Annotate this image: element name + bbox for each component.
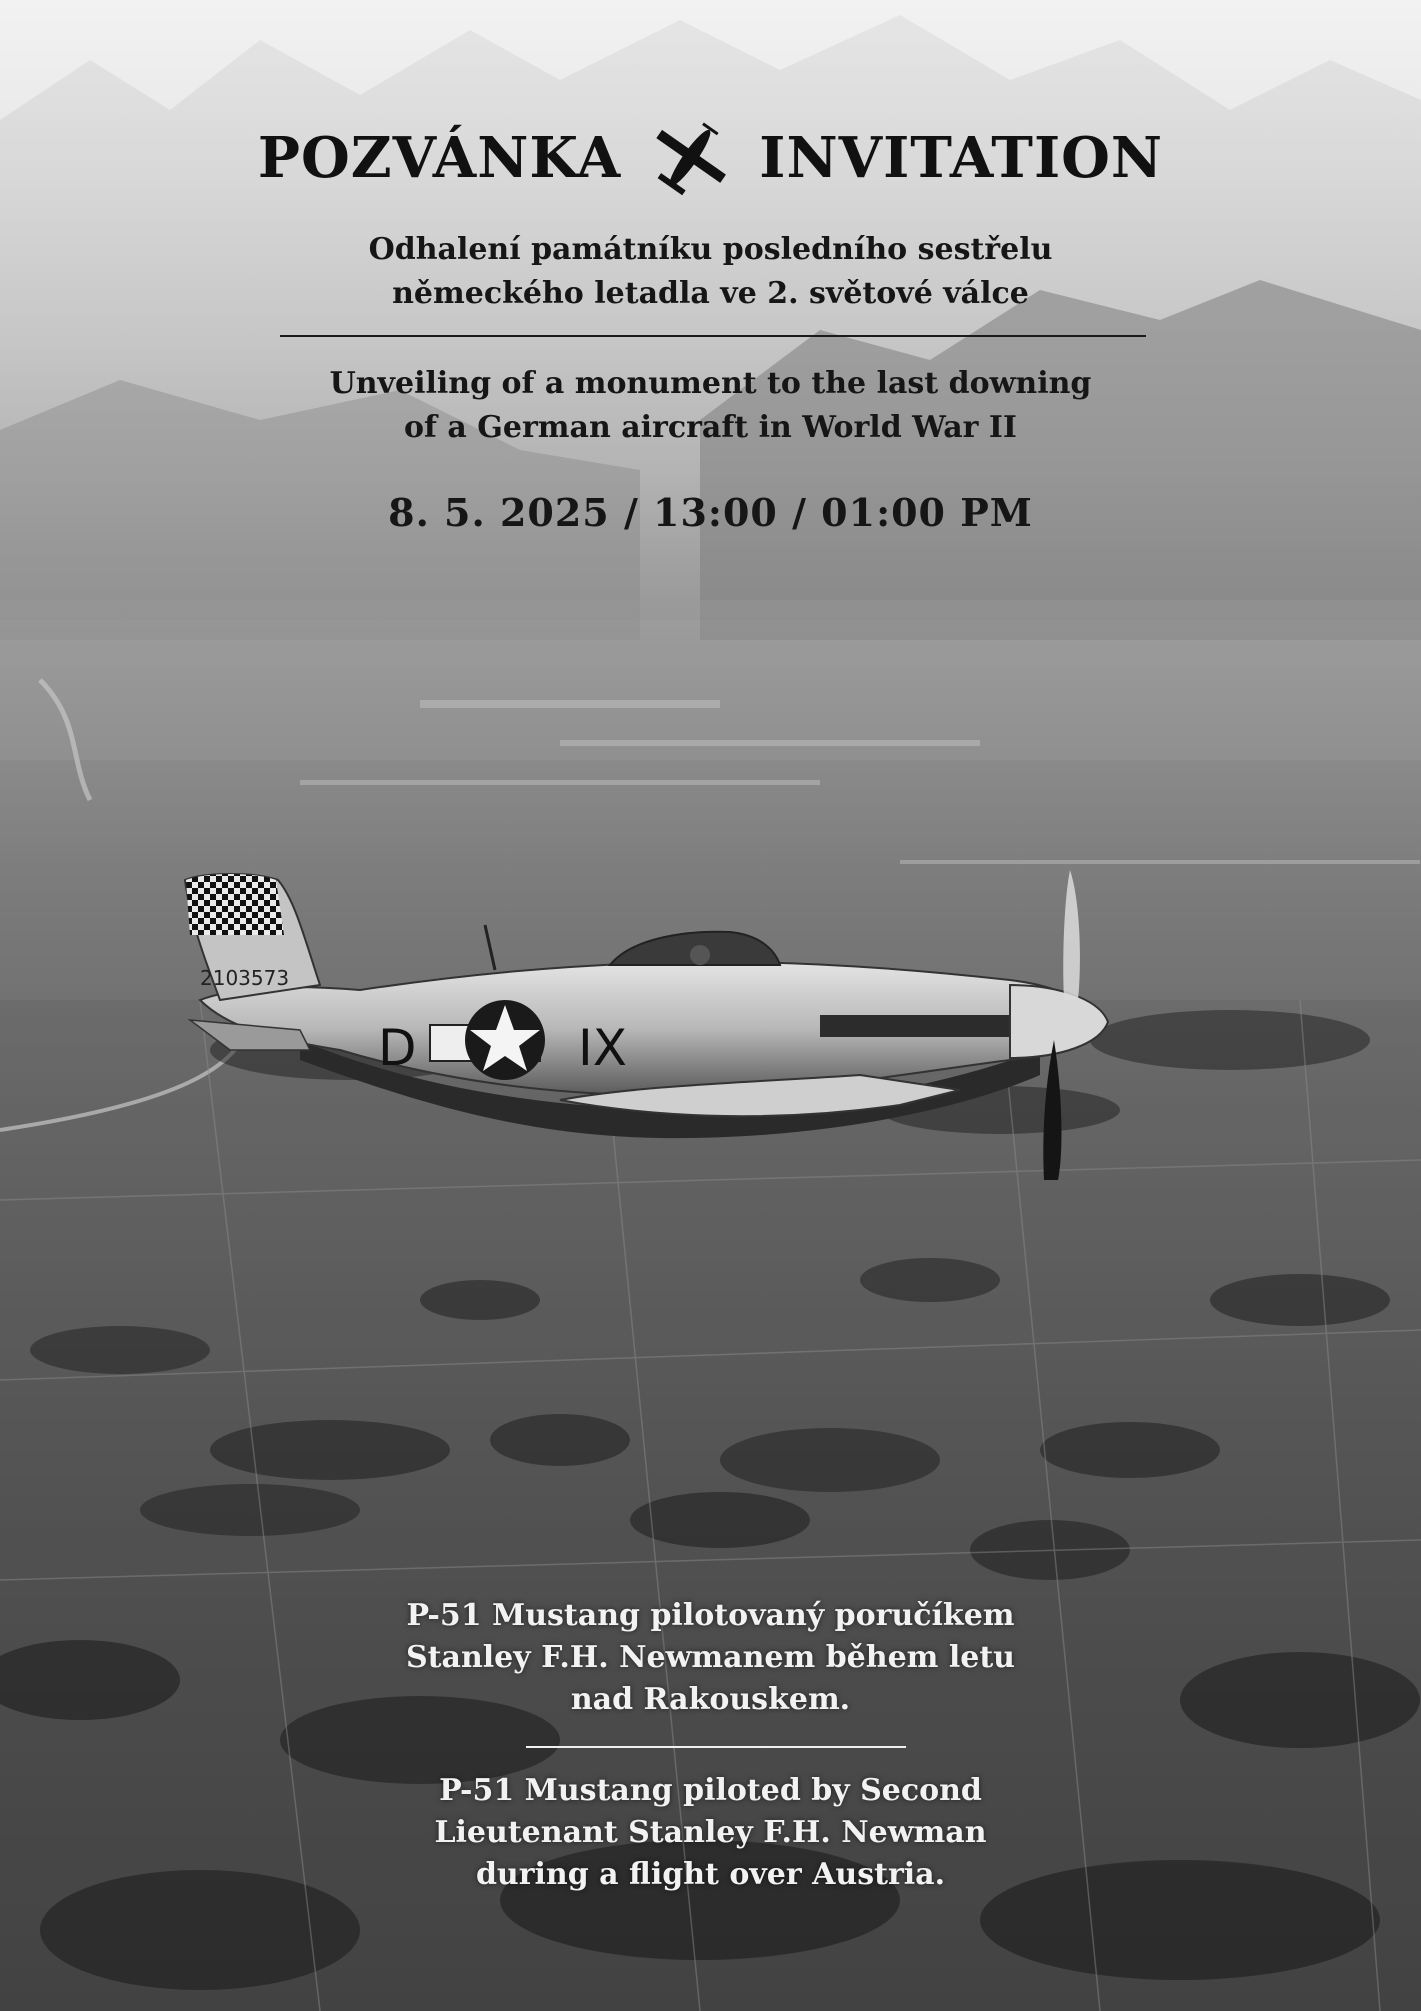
title-english: INVITATION: [759, 125, 1164, 191]
photo-caption-english: [0, 1770, 1421, 1896]
photo-caption-czech: [0, 1595, 1421, 1721]
caption-english-line: Lieutenant Stanley F.H. Newman: [434, 1815, 987, 1850]
caption-czech-line: Stanley F.H. Newmanem během letu: [406, 1640, 1015, 1675]
fuselage-letter-left: D: [378, 1019, 417, 1077]
czech-subtitle-line: Odhalení památníku posledního sestřelu: [368, 232, 1053, 267]
tail-number: 2103573: [200, 966, 290, 990]
airplane-icon: [647, 117, 733, 199]
caption-english-line: P-51 Mustang piloted by Second: [439, 1773, 982, 1808]
caption-english-line: during a flight over Austria.: [475, 1857, 946, 1892]
divider-top: [280, 335, 1146, 337]
english-subtitle-line: of a German aircraft in World War II: [404, 410, 1017, 445]
caption-czech-line: P-51 Mustang pilotovaný poručíkem: [406, 1598, 1015, 1633]
czech-subtitle: [0, 228, 1421, 316]
fuselage-letter-right: IX: [578, 1019, 627, 1077]
english-subtitle-line: Unveiling of a monument to the last downing: [329, 366, 1092, 401]
event-datetime: 8. 5. 2025 / 13:00 / 01:00 PM: [388, 490, 1033, 535]
caption-czech-line: nad Rakouskem.: [570, 1682, 851, 1717]
english-subtitle: [0, 362, 1421, 450]
divider-bottom: [526, 1746, 906, 1748]
title-czech: POZVÁNKA: [257, 125, 622, 191]
title-row: [0, 118, 1421, 198]
czech-subtitle-line: německého letadla ve 2. světové válce: [392, 276, 1029, 311]
